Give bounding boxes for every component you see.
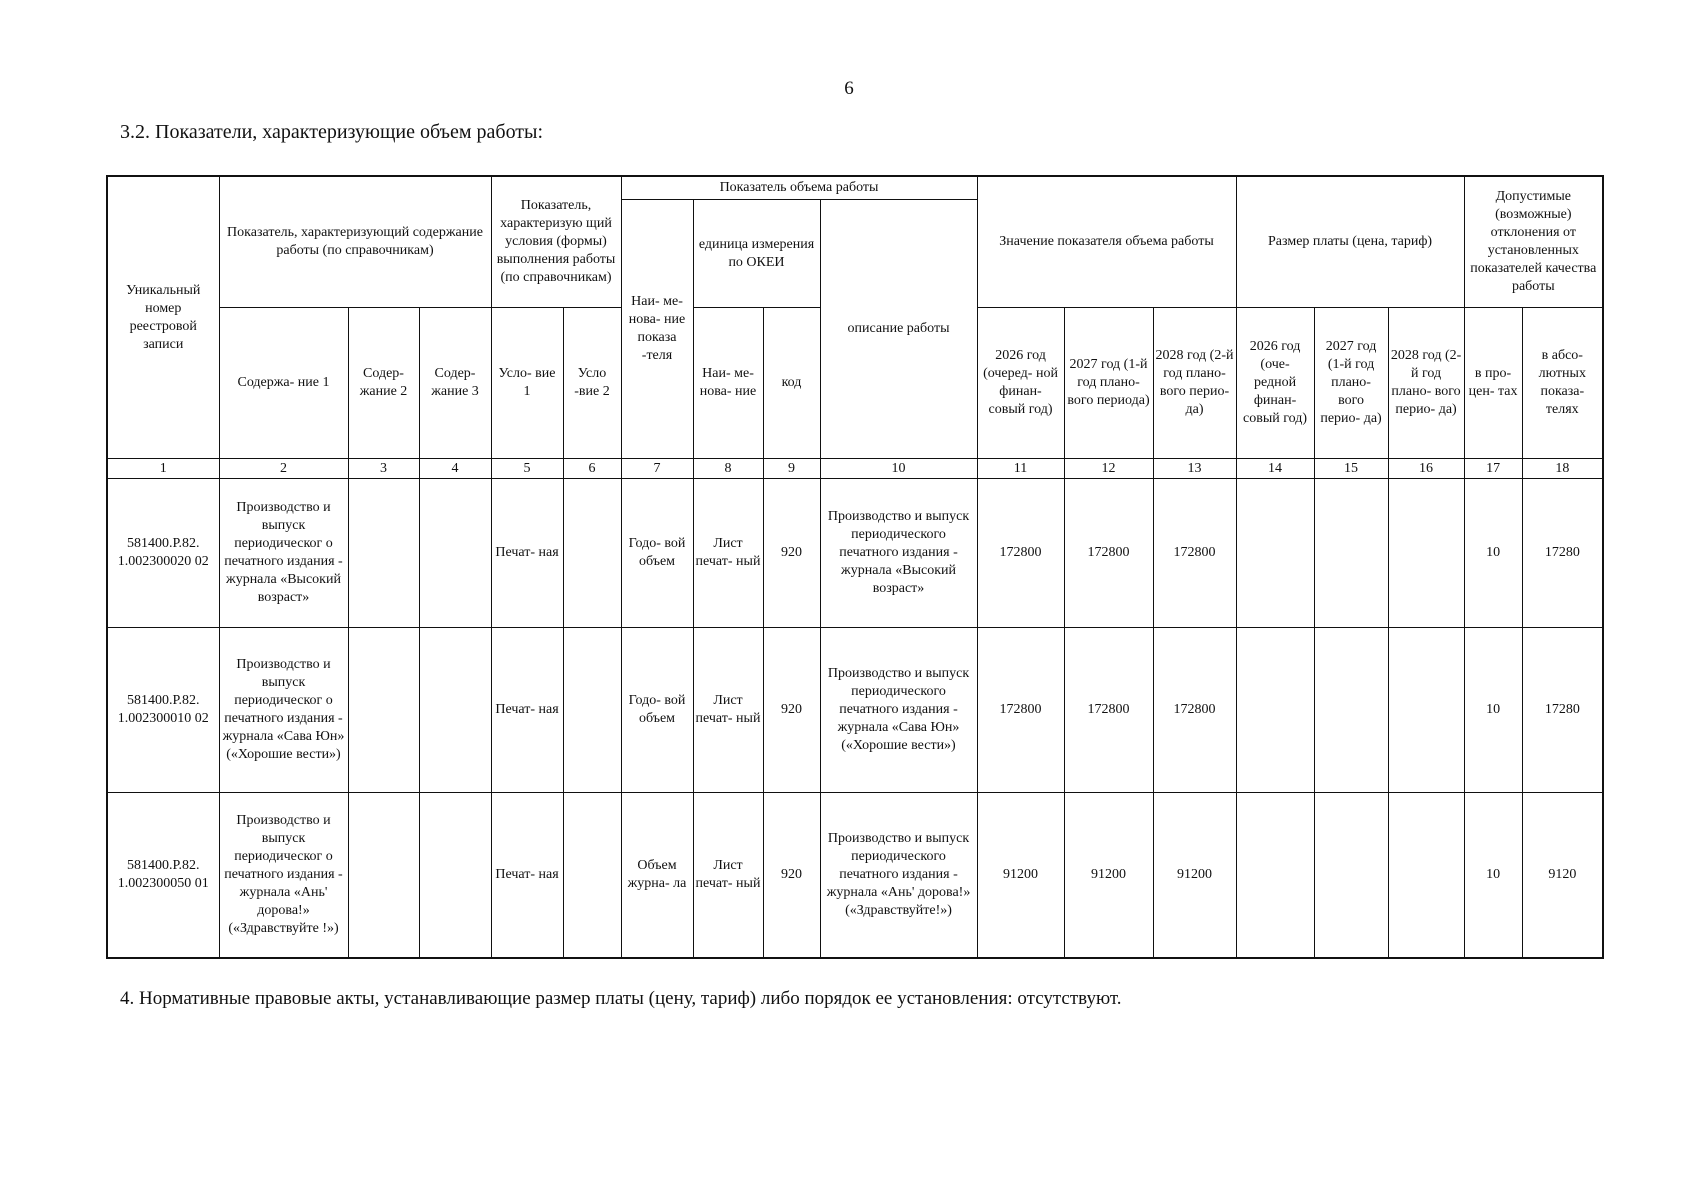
column-number: 18	[1522, 459, 1603, 479]
header-work-description: описание работы	[820, 200, 977, 459]
header-condition-group: Показатель, характеризую щий условия (формы) выполнения работы (по справочникам)	[491, 176, 621, 308]
cell-condition-1: Печат- ная	[491, 628, 563, 793]
cell-content-1: Производство и выпуск периодическог о печатного издания - журнала «Ань' дорова!» («Здравствуйте !»)	[219, 793, 348, 959]
table-row	[107, 479, 1603, 628]
header-indicator-name: Наи- ме- нова- ние показа -теля	[621, 200, 693, 459]
page-number: 6	[844, 78, 854, 99]
column-number: 5	[491, 459, 563, 479]
column-number: 10	[820, 459, 977, 479]
column-number: 9	[763, 459, 820, 479]
header-unique-number: Уникальный номер реестровой записи	[107, 176, 219, 459]
column-number: 4	[419, 459, 491, 479]
cell-work-description: Производство и выпуск периодического печатного издания - журнала «Ань' дорова!» («Здравствуйте!»)	[820, 793, 977, 959]
header-vol-2027: 2027 год (1-й год плано- вого периода)	[1064, 308, 1153, 459]
header-condition-1: Усло- вие 1	[491, 308, 563, 459]
column-number: 8	[693, 459, 763, 479]
cell-dev-absolute: 9120	[1522, 793, 1603, 959]
header-pay-2028: 2028 год (2-й год плано- вого перио- да)	[1388, 308, 1464, 459]
header-dev-percent: в про- цен- тах	[1464, 308, 1522, 459]
column-number: 12	[1064, 459, 1153, 479]
header-pay-2027: 2027 год (1-й год плано- вого перио- да)	[1314, 308, 1388, 459]
cell-content-3	[419, 793, 491, 959]
column-number: 16	[1388, 459, 1464, 479]
cell-content-3	[419, 479, 491, 628]
header-content-2: Содер- жание 2	[348, 308, 419, 459]
cell-indicator-name: Годо- вой объем	[621, 628, 693, 793]
column-number: 6	[563, 459, 621, 479]
cell-unit-code: 920	[763, 793, 820, 959]
column-numbers-row	[107, 459, 1603, 479]
cell-unit-name: Лист печат- ный	[693, 793, 763, 959]
header-pay-2026: 2026 год (оче- редной финан- совый год)	[1236, 308, 1314, 459]
cell-registry-number: 581400.Р.82. 1.002300050 01	[107, 793, 219, 959]
column-number: 3	[348, 459, 419, 479]
cell-vol-2026: 172800	[977, 479, 1064, 628]
cell-unit-name: Лист печат- ный	[693, 479, 763, 628]
header-unit-code: код	[763, 308, 820, 459]
cell-dev-percent: 10	[1464, 628, 1522, 793]
header-vol-2026: 2026 год (очеред- ной финан- совый год)	[977, 308, 1064, 459]
cell-vol-2028: 172800	[1153, 628, 1236, 793]
column-number: 14	[1236, 459, 1314, 479]
cell-unit-name: Лист печат- ный	[693, 628, 763, 793]
cell-registry-number: 581400.Р.82. 1.002300020 02	[107, 479, 219, 628]
column-number: 7	[621, 459, 693, 479]
cell-condition-2	[563, 793, 621, 959]
volume-indicators-table	[106, 175, 1604, 959]
header-deviation-group: Допустимые (возможные) отклонения от установленных показателей качества работы	[1464, 176, 1603, 308]
cell-registry-number: 581400.Р.82. 1.002300010 02	[107, 628, 219, 793]
table-row	[107, 628, 1603, 793]
header-content-3: Содер- жание 3	[419, 308, 491, 459]
cell-content-2	[348, 628, 419, 793]
header-content-1: Содержа- ние 1	[219, 308, 348, 459]
column-number: 2	[219, 459, 348, 479]
cell-vol-2027: 91200	[1064, 793, 1153, 959]
header-volume-value-group: Значение показателя объема работы	[977, 176, 1236, 308]
column-number: 1	[107, 459, 219, 479]
header-row-1	[107, 176, 1603, 200]
header-volume-group: Показатель объема работы	[621, 176, 977, 200]
cell-vol-2026: 91200	[977, 793, 1064, 959]
cell-condition-1: Печат- ная	[491, 793, 563, 959]
cell-pay-2027	[1314, 628, 1388, 793]
header-unit-group: единица измерения по ОКЕИ	[693, 200, 820, 308]
column-number: 15	[1314, 459, 1388, 479]
cell-vol-2027: 172800	[1064, 479, 1153, 628]
cell-unit-code: 920	[763, 479, 820, 628]
cell-vol-2026: 172800	[977, 628, 1064, 793]
header-payment-group: Размер платы (цена, тариф)	[1236, 176, 1464, 308]
cell-vol-2027: 172800	[1064, 628, 1153, 793]
header-vol-2028: 2028 год (2-й год плано- вого перио- да)	[1153, 308, 1236, 459]
column-number: 11	[977, 459, 1064, 479]
cell-dev-absolute: 17280	[1522, 479, 1603, 628]
cell-pay-2028	[1388, 628, 1464, 793]
header-condition-2: Усло -вие 2	[563, 308, 621, 459]
header-unit-name: Наи- ме- нова- ние	[693, 308, 763, 459]
column-number: 13	[1153, 459, 1236, 479]
cell-condition-2	[563, 628, 621, 793]
cell-unit-code: 920	[763, 628, 820, 793]
cell-pay-2027	[1314, 793, 1388, 959]
cell-content-1: Производство и выпуск периодическог о печатного издания - журнала «Сава Юн» («Хорошие вести»)	[219, 628, 348, 793]
cell-indicator-name: Годо- вой объем	[621, 479, 693, 628]
cell-condition-1: Печат- ная	[491, 479, 563, 628]
cell-pay-2028	[1388, 793, 1464, 959]
cell-dev-percent: 10	[1464, 479, 1522, 628]
section-title: 3.2. Показатели, характеризующие объем работы:	[120, 121, 544, 143]
cell-dev-percent: 10	[1464, 793, 1522, 959]
cell-condition-2	[563, 479, 621, 628]
cell-vol-2028: 172800	[1153, 479, 1236, 628]
cell-pay-2028	[1388, 479, 1464, 628]
cell-work-description: Производство и выпуск периодического печатного издания - журнала «Сава Юн» («Хорошие вести»)	[820, 628, 977, 793]
cell-pay-2026	[1236, 479, 1314, 628]
cell-content-3	[419, 628, 491, 793]
cell-pay-2027	[1314, 479, 1388, 628]
cell-content-2	[348, 793, 419, 959]
table-row	[107, 793, 1603, 959]
cell-pay-2026	[1236, 793, 1314, 959]
cell-dev-absolute: 17280	[1522, 628, 1603, 793]
cell-content-2	[348, 479, 419, 628]
cell-content-1: Производство и выпуск периодическог о печатного издания - журнала «Высокий возраст»	[219, 479, 348, 628]
cell-indicator-name: Объем журна- ла	[621, 793, 693, 959]
cell-vol-2028: 91200	[1153, 793, 1236, 959]
header-dev-absolute: в абсо- лютных показа- телях	[1522, 308, 1603, 459]
cell-pay-2026	[1236, 628, 1314, 793]
cell-work-description: Производство и выпуск периодического печатного издания - журнала «Высокий возраст»	[820, 479, 977, 628]
column-number: 17	[1464, 459, 1522, 479]
header-content-group: Показатель, характеризующий содержание работы (по справочникам)	[219, 176, 491, 308]
footnote-legal-acts: 4. Нормативные правовые акты, устанавливающие размер платы (цену, тариф) либо порядок ее установления: отсутствуют.	[120, 988, 1122, 1009]
